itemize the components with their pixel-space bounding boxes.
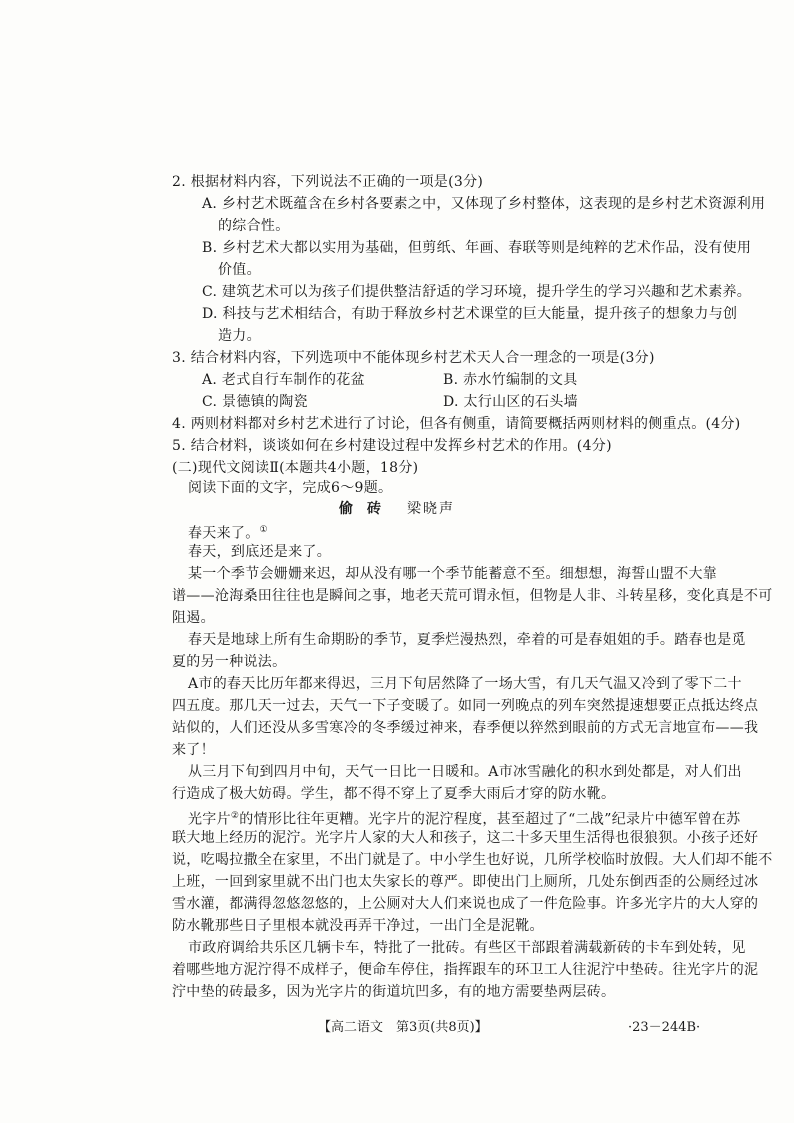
paragraph-line: 春天来了。① [188,525,268,542]
paragraph-line: 着哪些地方泥泞得不成样子，便命车停住，指挥跟车的环卫工人往泥泞中垫砖。往光字片的泥 [172,962,759,978]
paragraph-line: 行造成了极大妨碍。学生，都不得不穿上了夏季大雨后才穿的防水靴。 [172,786,616,802]
question-2-option-b: B. 乡村艺术大都以实用为基础，但剪纸、年画、春联等则是纯粹的艺术作品，没有使用 [202,240,752,256]
paragraph-line: 夏的另一种说法。 [172,654,287,670]
question-3-option-d: D. 太行山区的石头墙 [443,394,578,410]
footnote-marker: ① [259,525,268,535]
question-2-option-b-cont: 价值。 [218,262,261,278]
paragraph-line: 市政府调给共乐区几辆卡车，特批了一批砖。有些区干部跟着满载新砖的卡车到处转，见 [188,940,746,956]
paragraph-line: 防水靴那些日子里根本就没再弄干净过，一出门全是泥靴。 [172,918,544,934]
paragraph-line: 光字片②的情形比往年更糟。光字片的泥泞程度，甚至超过了“二战”纪录片中德军曾在苏 [188,811,741,828]
paragraph-line: 某一个季节会姗姗来迟，却从没有哪一个季节能蓄意不至。细想想，海誓山盟不大靠 [188,566,718,582]
paragraph-line: 阻遏。 [172,610,215,626]
question-3-stem: 3. 结合材料内容，下列选项中不能体现乡村艺术天人合一理念的一项是(3分) [172,350,655,366]
question-2-option-c: C. 建筑艺术可以为孩子们提供整洁舒适的学习环境，提升学生的学习兴趣和艺术素养。 [202,284,752,300]
question-3-option-b: B. 赤水竹编制的文具 [443,372,578,388]
paragraph-line: 泞中垫的砖最多，因为光字片的街道坑凹多，有的地方需要垫两层砖。 [172,984,616,1000]
question-5: 5. 结合材料，谈谈如何在乡村建设过程中发挥乡村艺术的作用。(4分) [172,438,612,454]
article-title: 偷砖 [339,501,395,517]
article-title-line [0,498,794,518]
paragraph-line: 四五度。那几天一过去，天气一下子变暖了。如同一列晚点的列车突然提速想要正点抵达终点 [172,698,759,714]
footnote-marker: ② [230,811,240,821]
paragraph-line: 站似的，人们还没从多雪寒冷的冬季缓过神来，春季便以猝然到眼前的方式无言地宣布——我 [172,720,759,736]
question-2-option-a-cont: 的综合性。 [218,218,290,234]
question-2-option-d: D. 科技与艺术相结合，有助于释放乡村艺术课堂的巨大能量，提升孩子的想象力与创 [202,306,738,322]
page-footer: 【高二语文 第3页(共8页)】 [318,1020,488,1035]
paragraph-line: 春天，到底还是来了。 [188,544,331,560]
paragraph-line: 说，吃喝拉撒全在家里，不出门就是了。中小学生也好说，几所学校临时放假。大人们却不能不 [172,852,773,868]
question-2-option-a: A. 乡村艺术既蕴含在乡村各要素之中，又体现了乡村整体，这表现的是乡村艺术资源利用 [202,196,766,212]
paragraph-line: 雪水灌，都满得忽悠忽悠的，上公厕对大人们来说也成了一件危险事。许多光字片的大人穿的 [172,896,759,912]
question-2-option-d-cont: 造力。 [218,328,261,344]
question-4: 4. 两则材料都对乡村艺术进行了讨论，但各有侧重，请简要概括两则材料的侧重点。(4分) [172,416,741,432]
paragraph-line: 来了！ [172,742,215,758]
question-2-stem: 2. 根据材料内容，下列说法不正确的一项是(3分) [172,174,484,190]
paragraph-line: 上班，一回到家里就不出门也太失家长的尊严。即使出门上厕所，几处东倒西歪的公厕经过冰 [172,874,759,890]
section-heading: (二)现代文阅读Ⅱ(本题共4小题，18分) [172,460,419,476]
section-instruction: 阅读下面的文字，完成6～9题。 [188,480,393,496]
paragraph-line: 联大地上经历的泥泞。光字片人家的大人和孩子，这二十多天里生活得也很狼狈。小孩子还好 [172,830,759,846]
question-3-option-a: A. 老式自行车制作的花盆 [202,372,365,388]
question-3-option-c: C. 景德镇的陶瓷 [202,394,308,410]
paragraph-line: 从三月下旬到四月中旬，天气一日比一日暖和。A市冰雪融化的积水到处都是，对人们出 [188,764,742,780]
paragraph-line: 春天是地球上所有生命期盼的季节，夏季烂漫热烈，牵着的可是春姐姐的手。踏春也是觅 [188,632,746,648]
paragraph-line: 谱——沧海桑田往往也是瞬间之事，地老天荒可谓永恒，但物是人非、斗转星移，变化真是不可 [172,588,773,604]
article-author: 梁晓声 [407,501,455,517]
paragraph-line: A市的春天比历年都来得迟，三月下旬居然降了一场大雪，有几天气温又冷到了零下二十 [188,676,742,692]
paper-code: ·23－244B· [628,1020,701,1035]
